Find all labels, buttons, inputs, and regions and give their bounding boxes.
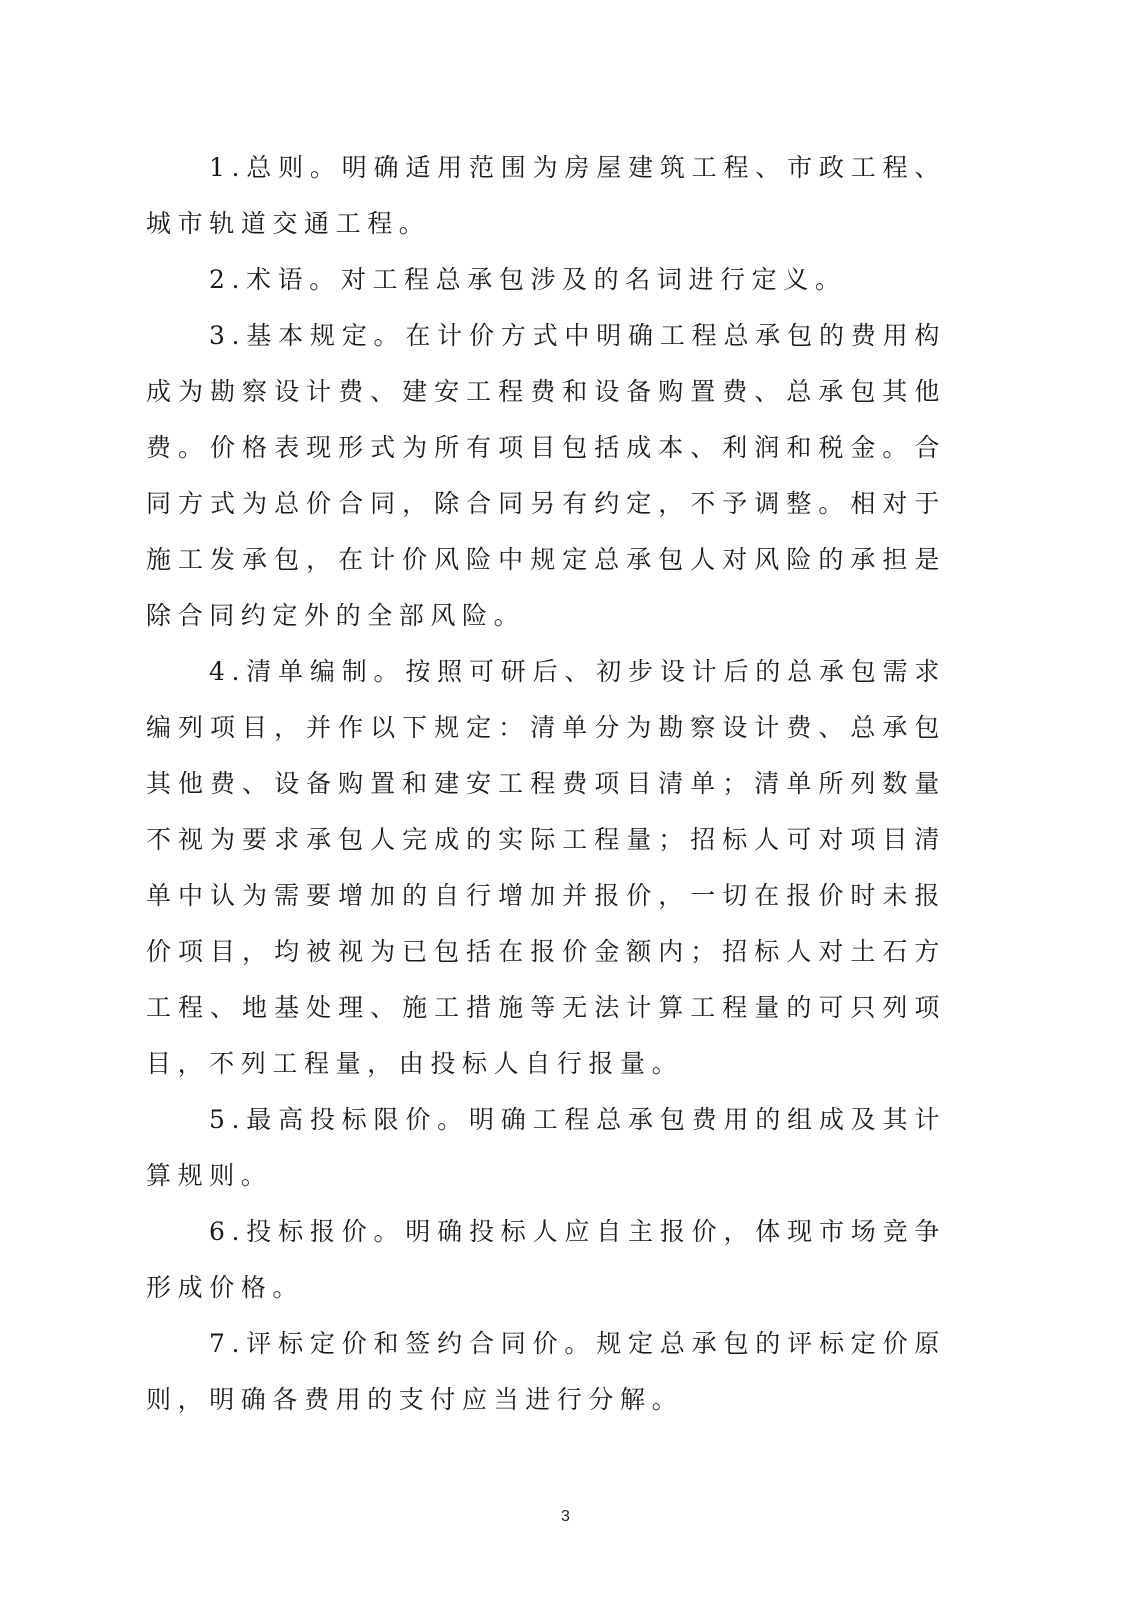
paragraph-basic-provisions: 3.基本规定。在计价方式中明确工程总承包的费用构成为勘察设计费、建安工程费和设备购置费、总承包其他费。价格表现形式为所有项目包括成本、利润和税金。合同方式为总价合同，除合同另有约定，不予调整。相对于施工发承包，在计价风险中规定总承包人对风险的承担是除合同约定外的全部风险。 <box>146 321 946 630</box>
paragraph-list-compilation: 4.清单编制。按照可研后、初步设计后的总承包需求编列项目，并作以下规定：清单分为勘察设计费、总承包其他费、设备购置和建安工程费项目清单；清单所列数量不视为要求承包人完成的实际工程量；招标人可对项目清单中认为需要增加的自行增加并报价，一切在报价时未报价项目，均被视为已包括在报价金额内；招标人对土石方工程、地基处理、施工措施等无法计算工程量的可只列项目，不列工程量，由投标人自行报量。 <box>146 657 946 1078</box>
paragraph-max-bid-price: 5.最高投标限价。明确工程总承包费用的组成及其计算规则。 <box>146 1105 946 1190</box>
paragraph-evaluation-contract-price: 7.评标定价和签约合同价。规定总承包的评标定价原则，明确各费用的支付应当进行分解。 <box>146 1329 946 1414</box>
paragraph-terminology: 2.术语。对工程总承包涉及的名词进行定义。 <box>209 265 847 294</box>
document-body <box>146 140 946 1428</box>
paragraph-bid-quotation: 6.投标报价。明确投标人应自主报价，体现市场竞争形成价格。 <box>146 1217 946 1302</box>
paragraph-general-principles: 1.总则。明确适用范围为房屋建筑工程、市政工程、城市轨道交通工程。 <box>146 153 946 238</box>
page-number: 3 <box>561 1508 570 1525</box>
